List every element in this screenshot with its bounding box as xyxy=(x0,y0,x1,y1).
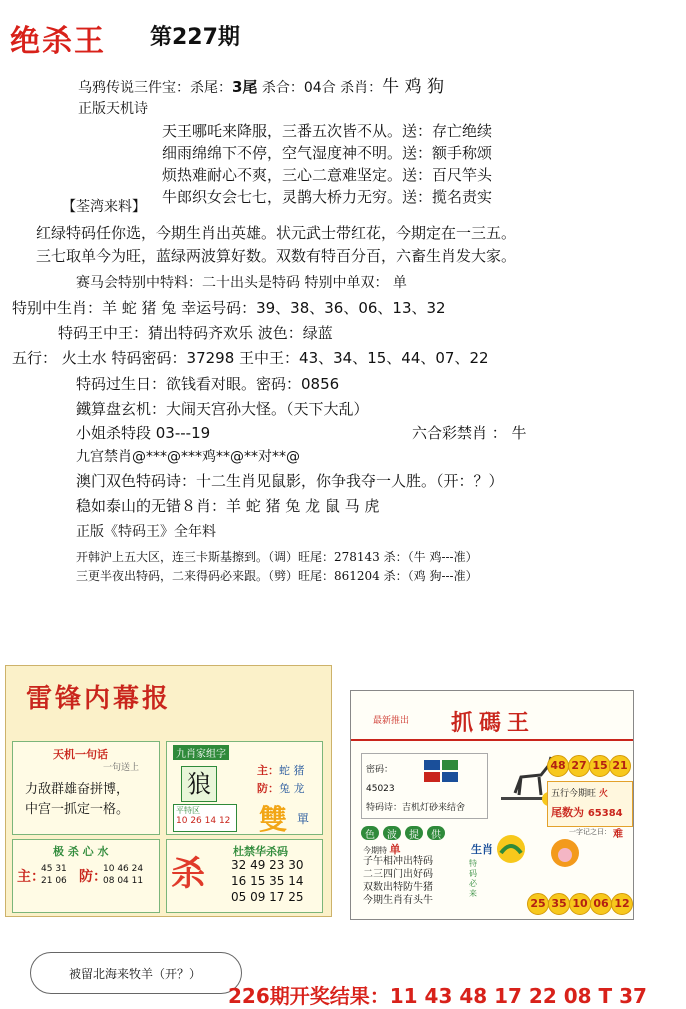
crow-xiao: 牛 鸡 狗 xyxy=(382,77,444,97)
xinshui-nums-3: 10 46 24 xyxy=(103,864,144,874)
crow-he: 杀合：04合 xyxy=(261,80,336,96)
top-ball-d: 21 xyxy=(609,755,631,777)
tianji-title: 天机一句话 xyxy=(53,748,108,761)
weishu: 尾数为 65384 xyxy=(551,806,623,819)
mima: 密码： xyxy=(366,765,394,775)
leifeng-newspaper xyxy=(5,665,332,917)
bottom-balls-row xyxy=(527,893,633,915)
mima-value: 45023 xyxy=(366,784,395,794)
zhuamawang-masthead: 抓碼王 xyxy=(451,710,536,736)
top-ball-c: 15 xyxy=(589,755,611,777)
issue-number: 第227期 xyxy=(150,25,240,50)
yijudian-val: 难 xyxy=(613,829,623,840)
bottom-ball-2: 35 xyxy=(548,893,570,915)
shuang-char: 雙 xyxy=(259,803,288,836)
mima-box xyxy=(361,753,488,819)
xinshui-title: 极 杀 心 水 xyxy=(53,845,109,858)
pingte-label: 平特区 xyxy=(176,806,200,815)
crow-xiao-label: 杀肖： xyxy=(340,80,383,96)
sun-snake-icon xyxy=(491,829,531,869)
new-label: 最新推出 xyxy=(373,716,410,726)
top-ball-a: 48 xyxy=(547,755,569,777)
leifeng-masthead: 雷锋内幕报 xyxy=(26,684,172,714)
wuxing-label: 五行今期旺 火 xyxy=(551,789,608,799)
dan-label: 今期特 单 xyxy=(363,843,401,856)
side-text: 特码必来 xyxy=(469,859,477,898)
tiesuan-line: 鐵算盘玄机：大闹天宫孙大怪。（天下大乱） xyxy=(76,400,369,418)
bottom-ball-1: 25 xyxy=(527,893,549,915)
zodiac-char: 狼 xyxy=(181,766,217,802)
cloud-text: 被留北海来牧羊（开？） xyxy=(69,967,202,981)
handwritten-line-2: 三更半夜出特码，二来得码必来跟。（劈）旺尾：861204 杀：（鸡 狗---准） xyxy=(76,569,478,583)
zodiac-lucky-line: 特别中生肖：羊 蛇 猪 兔 幸运号码：39、38、36、06、13、32 xyxy=(12,299,446,317)
tianji-box xyxy=(12,741,160,835)
bottom-ball-4: 06 xyxy=(590,893,612,915)
xinshui-fang: 防： xyxy=(79,869,107,885)
poem-line-3: 烦热难耐心不爽，三心二意难坚定。送：百尺竿头 xyxy=(162,166,493,184)
tmshi: 特码诗：吉机灯砂来结舍 xyxy=(366,803,466,813)
tianji-sub: 一句送上 xyxy=(103,763,140,773)
tianji-line-2: 中宫一抓定一格。 xyxy=(25,802,130,817)
dan-char: 單 xyxy=(297,812,310,826)
zhuamawang-newspaper xyxy=(350,690,634,920)
pingte-box xyxy=(173,804,237,832)
color-tag-row xyxy=(361,823,481,839)
bottom-ball-5: 12 xyxy=(611,893,633,915)
liuhe-line: 六合彩禁肖 ： 牛 xyxy=(412,424,527,442)
sha-char: 杀 xyxy=(171,854,205,894)
birthday-line: 特码过生日：欲钱看对眼。密码：0856 xyxy=(76,375,340,393)
zodiac-fang: 防：兔 龙 xyxy=(257,782,305,795)
tag-provide: 提 xyxy=(405,826,423,840)
shajin-row-2: 16 15 35 14 xyxy=(231,874,304,888)
wencuo-line: 稳如泰山的无错８肖：羊 蛇 猪 兔 龙 鼠 马 虎 xyxy=(76,497,380,515)
tag-color: 色 xyxy=(361,826,379,840)
source-line-1: 红绿特码任你选，今期生肖出英雄。状元武士带红花，今期定在一三五。 xyxy=(36,224,517,242)
xinshui-box xyxy=(12,839,160,913)
saima-line: 赛马会特别中特料：二十出头是特码 特别中单双： 单 xyxy=(76,275,407,291)
sheng-label: 生肖 xyxy=(471,843,493,856)
crow-prefix: 乌鸦传说三件宝：杀尾： xyxy=(78,80,232,96)
xinshui-nums-2: 21 06 xyxy=(41,876,67,886)
tianji-line-1: 力敌群雄奋拼博， xyxy=(25,782,130,797)
bottom-ball-3: 10 xyxy=(569,893,591,915)
poem-line-2: 细雨绵绵下不停，空气湿度神不明。送：额手称颂 xyxy=(162,144,493,162)
top-ball-b: 27 xyxy=(568,755,590,777)
crow-line xyxy=(78,72,444,97)
zhuama-poem xyxy=(363,855,433,907)
yijudian-label: 一字记之曰： xyxy=(569,828,611,836)
quannian-line: 正版《特码王》全年料 xyxy=(76,524,216,540)
tmw-line: 特码王中王：猜出特码齐欢乐 波色：绿蓝 xyxy=(58,324,333,342)
zodiac-zhu: 主：蛇 猪 xyxy=(257,764,305,777)
zhuama-poem-3: 双数出特防牛猪 xyxy=(363,882,433,893)
wuxing-line: 五行： 火土水 特码密码：37298 王中王：43、34、15、44、07、22 xyxy=(12,349,489,367)
xinshui-nums-4: 08 04 11 xyxy=(103,876,144,886)
shajin-row-1: 32 49 23 30 xyxy=(231,858,304,872)
xinshui-zhu: 主： xyxy=(17,869,45,885)
source-line-2: 三七取单今为旺，蓝绿两波算好数。双数有特百分百，六畜生肖发大家。 xyxy=(36,247,517,265)
handwritten-line-1: 开韩沪上五大区，连三卡斯基擦到。（调）旺尾：278143 杀：（牛 鸡---准） xyxy=(76,550,478,564)
zodiac-box xyxy=(166,741,323,835)
poem-line-4: 牛郎织女会七七，灵鹊大桥力无穷。送：揽名责实 xyxy=(162,188,493,206)
shajin-box xyxy=(166,839,323,913)
shajin-row-3: 05 09 17 25 xyxy=(231,890,304,904)
jiugong-line: 九宫禁肖@***@***鸡**@**对**@ xyxy=(76,449,300,465)
aomen-line: 澳门双色特码诗：十二生肖见鼠影，你争我夺一人胜。（开：？） xyxy=(76,472,504,490)
tag-supply: 供 xyxy=(427,826,445,840)
shajin-title: 杜禁华杀码 xyxy=(233,845,288,858)
sun-pig-icon xyxy=(545,833,585,873)
tag-wave: 波 xyxy=(383,826,401,840)
zodiac-title: 九肖家组字 xyxy=(173,745,229,760)
zhuama-poem-2: 二三四门出好码 xyxy=(363,869,433,880)
poem-heading: 正版天机诗 xyxy=(78,101,148,117)
page-title: 绝杀王 xyxy=(10,24,106,59)
wuxing-box xyxy=(547,781,633,827)
cloud-bubble xyxy=(30,952,242,994)
source-heading: 【荃湾来料】 xyxy=(62,196,146,216)
xinshui-nums-1: 45 31 xyxy=(41,864,67,874)
crow-tail: 3尾 xyxy=(232,78,258,96)
zhuama-poem-4: 今期生肖有头牛 xyxy=(363,895,433,906)
top-balls-row xyxy=(547,755,631,777)
zhuama-poem-1: 子午相冲出特码 xyxy=(363,856,433,867)
pingte-nums: 10 26 14 12 xyxy=(176,816,231,826)
poem-line-1: 天王哪吒来降服，三番五次皆不从。送：存亡绝续 xyxy=(162,122,493,140)
logo-icon xyxy=(424,760,458,782)
draw-result: 226期开奖结果：11 43 48 17 22 08 T 37 xyxy=(228,984,647,1008)
xiaojie-line: 小姐杀特段 03---19 xyxy=(76,424,211,442)
